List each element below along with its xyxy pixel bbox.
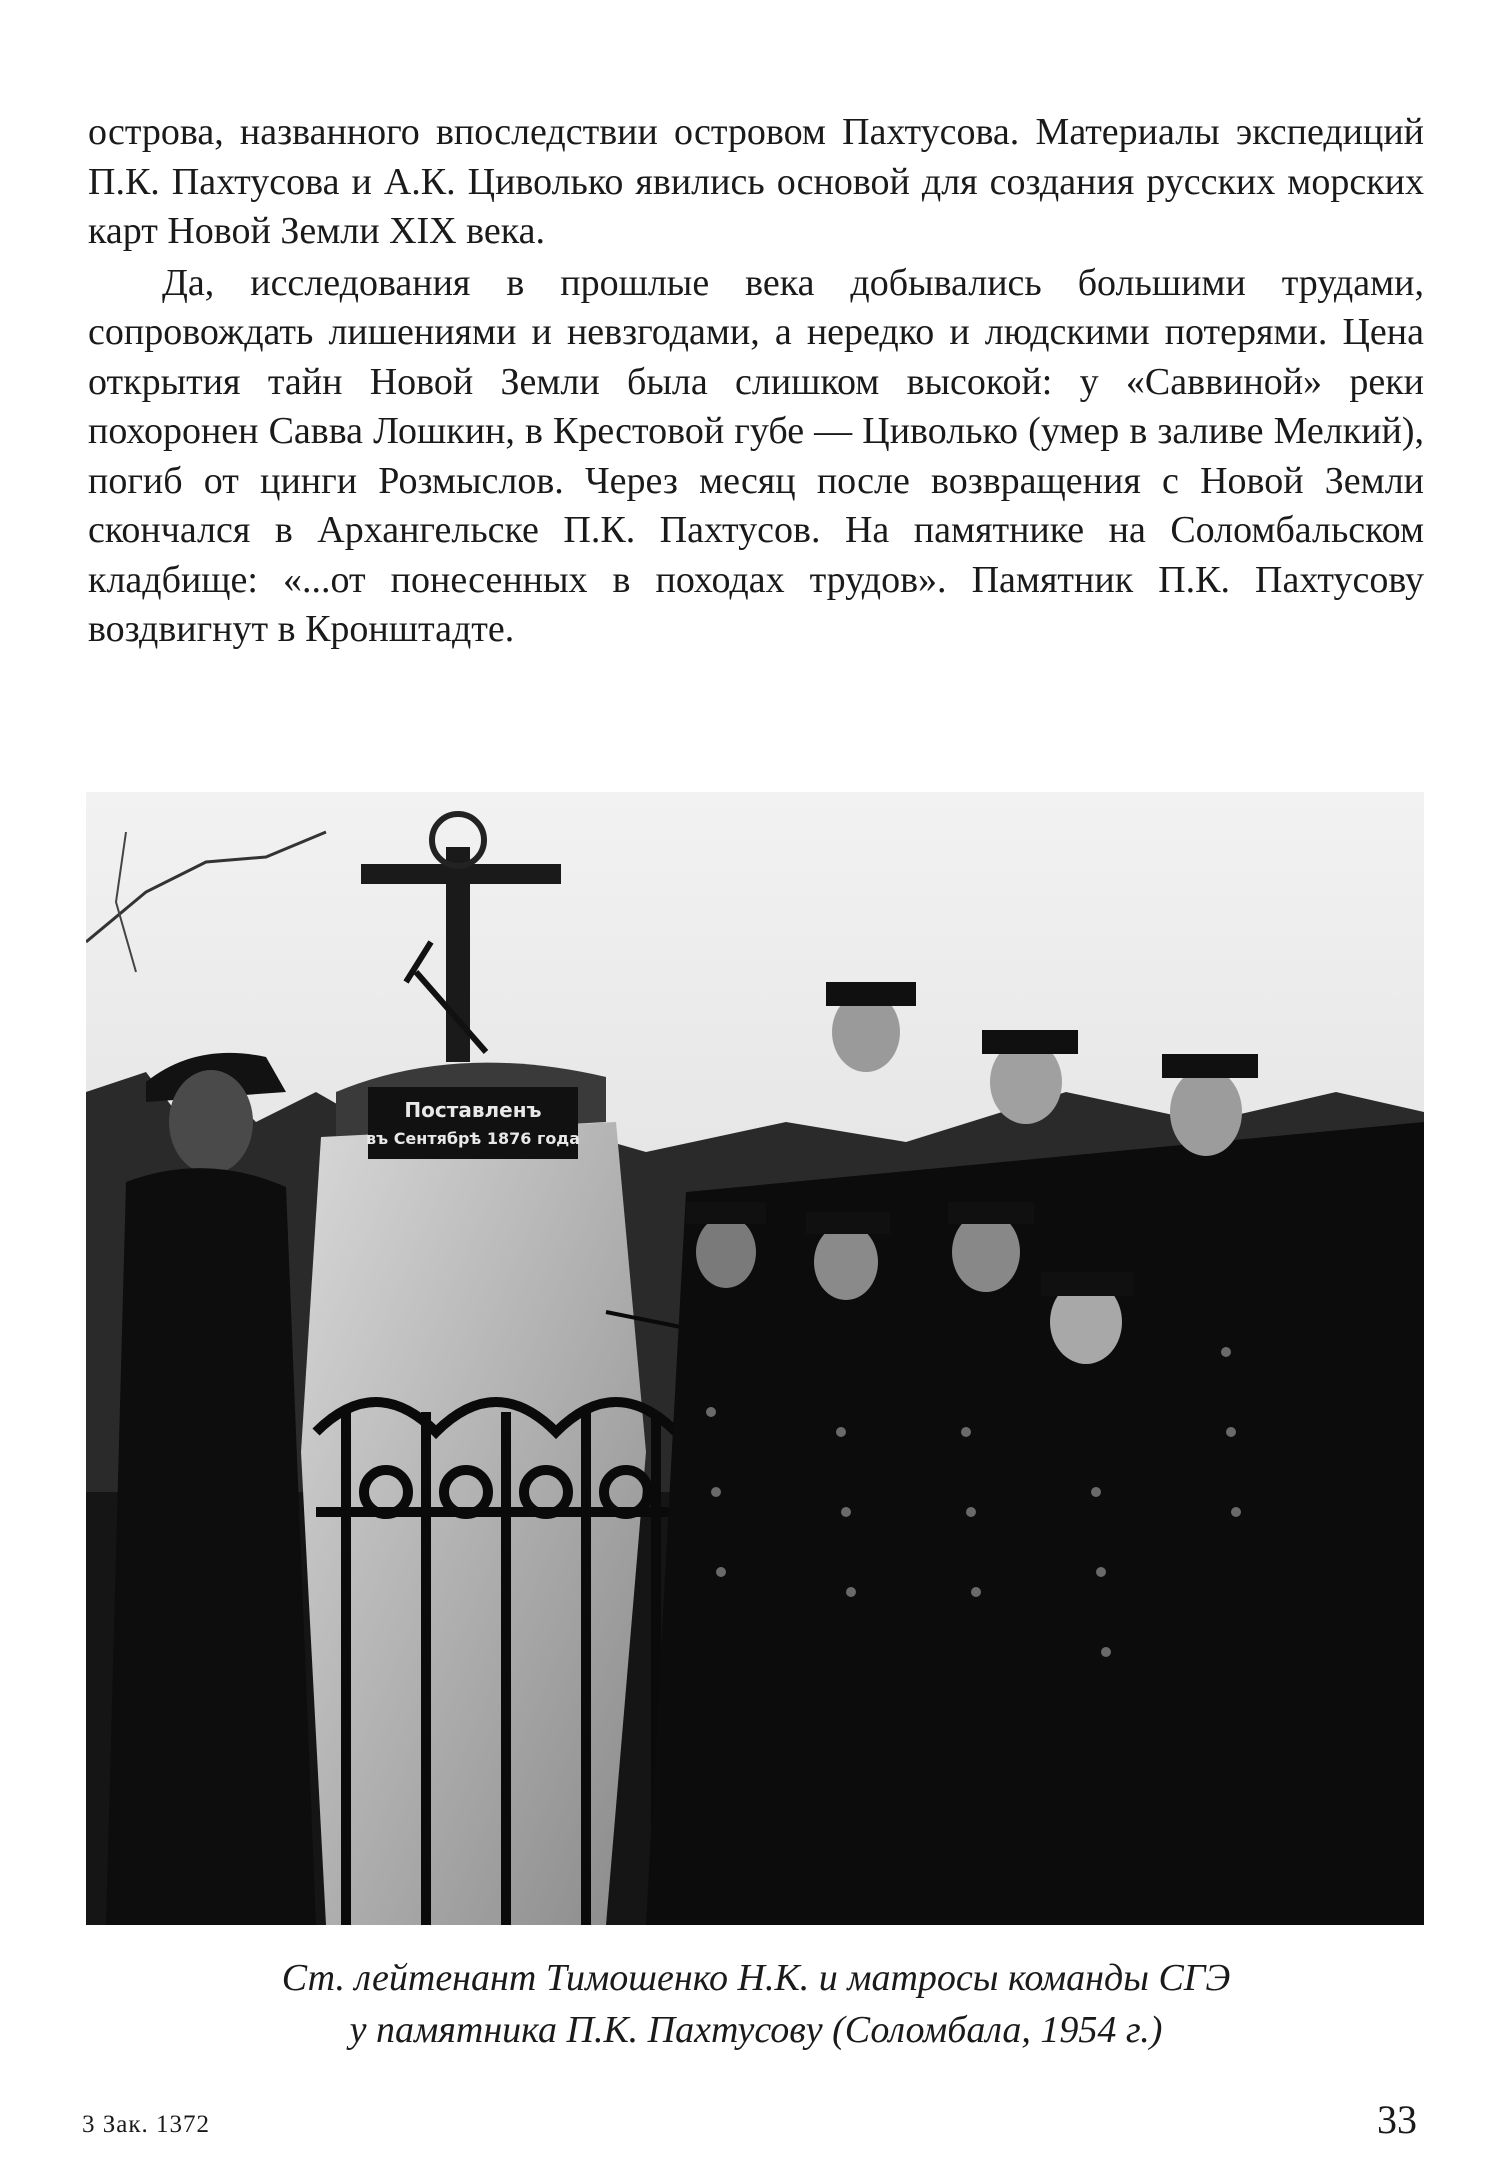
plaque-line-2: въ Сентябрѣ 1876 года <box>365 1129 581 1148</box>
monument-photo <box>86 792 1424 1925</box>
photo-caption <box>88 1952 1424 2056</box>
caption-line-2: у памятника П.К. Пахтусову (Соломбала, 1954 г.) <box>349 2009 1163 2051</box>
paragraph-2: Да, исследования в прошлые века добывались большими трудами, сопровождать лишениями и невзгодами, а нередко и людскими потерями. Цена открытия тайн Новой Земли была слишком высокой: у «Саввиной» реки похоронен Савва Лошкин, в Крестовой губе — Циволько (умер в заливе Мелкий), погиб от цинги Розмыслов. Через месяц после возвращения с Новой Земли скончался в Архангельске П.К. Пахтусов. На памятнике на Соломбальском кладбище: «...от понесенных в походах трудов». Памятник П.К. Пахтусову воздвигнут в Кронштадте. <box>88 261 1424 650</box>
plaque-line-1: Поставленъ <box>404 1098 542 1122</box>
caption-line-1: Ст. лейтенант Тимошенко Н.К. и матросы команды СГЭ <box>281 1957 1231 1999</box>
printer-mark: 3 Зак. 1372 <box>82 2111 211 2138</box>
paragraph-1: острова, названного впоследствии островом Пахтусова. Материалы экспедиций П.К. Пахтусова и А.К. Циволько явились основой для создания русских морских карт Новой Земли XIX века. <box>88 111 1424 252</box>
page-number: 33 <box>1377 2097 1417 2142</box>
monument-stone <box>301 1063 646 1925</box>
body-text <box>88 108 1424 655</box>
